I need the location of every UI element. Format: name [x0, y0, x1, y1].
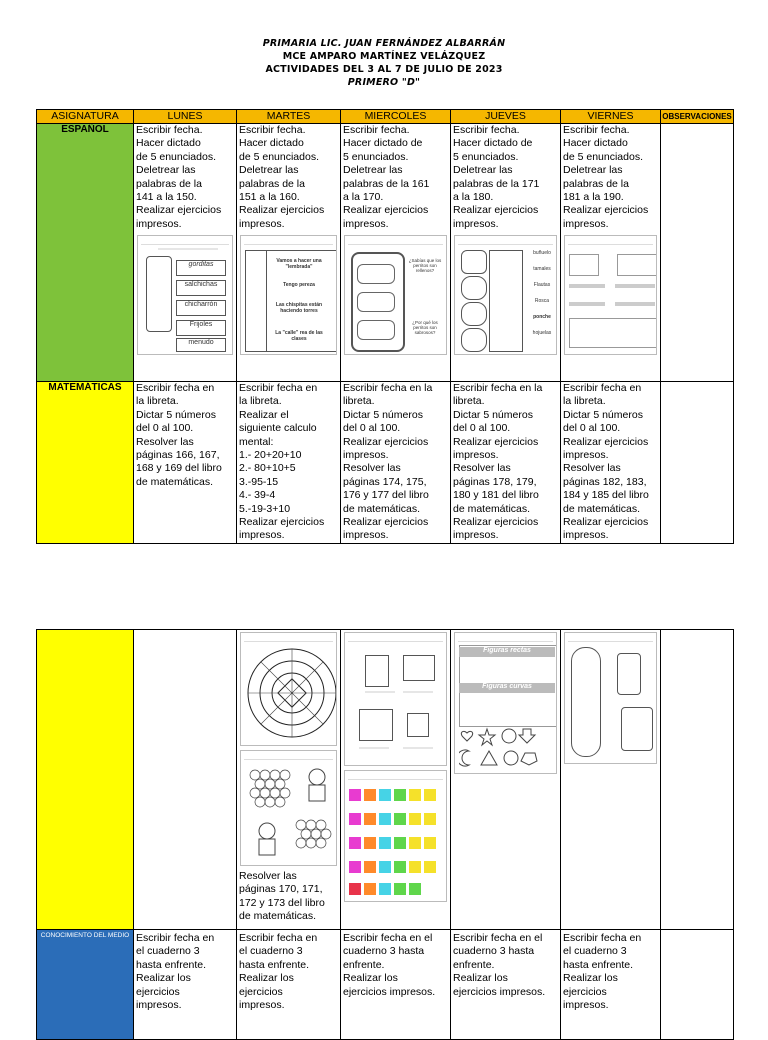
col-lunes: LUNES: [134, 110, 237, 124]
cono-martes-text: Escribir fecha en el cuaderno 3 hasta enfrente. Realizar los ejercicios impresos.: [239, 932, 318, 1012]
worksheet-thumbnail: Vamos a hacer una "lembrada" Tengo pereza Las chispitas están haciendo torres La "calle" rea de las clases: [240, 235, 337, 355]
espanol-martes: [237, 124, 341, 382]
mate2-lunes: [134, 630, 237, 930]
shapes-row: [459, 727, 555, 767]
hexagon-grid: [291, 815, 335, 859]
col-martes: MARTES: [237, 110, 341, 124]
espanol-lunes: [134, 124, 237, 382]
mate-miercoles: [341, 382, 451, 544]
mate2-miercoles: [341, 630, 451, 930]
subject-matematicas-continued: [37, 630, 134, 930]
cono-miercoles: [341, 930, 451, 1040]
espanol-miercoles-text: Escribir fecha. Hacer dictado de 5 enunciados. Deletrear las palabras de la 161 a la 170. Realizar ejercicios impresos.: [343, 124, 430, 230]
row-matematicas-continued: [37, 630, 734, 930]
worksheet-thumbnail: buñuelo tamales Flautas Rosca ponche hojuelas: [454, 235, 557, 355]
mate-viernes: [561, 382, 661, 544]
espanol-miercoles: [341, 124, 451, 382]
mate-martes-text: Escribir fecha en la libreta. Realizar el siguiente calculo mental: 1.- 20+20+10 2.- 80+10+5 3.-95-15 4.- 39-4 5.-19-3+10 Realizar ejercicios impresos.: [239, 382, 325, 542]
row-espanol: [37, 124, 734, 382]
cono-jueves-text: Escribir fecha en el cuaderno 3 hasta enfrente. Realizar los ejercicios impresos.: [453, 932, 546, 998]
child-drawing: [247, 819, 287, 859]
hexagon-grid: [245, 765, 295, 815]
espanol-jueves-text: Escribir fecha. Hacer dictado de 5 enunciados. Deletrear las palabras de la 171 a la 180. Realizar ejercicios impresos.: [453, 124, 540, 230]
mate-miercoles-text: Escribir fecha en la libreta. Dictar 5 números del 0 al 100. Realizar ejercicios impresos. Resolver las páginas 174, 175, 176 y 177 del libro de matemáticas. Realizar ejercicios impresos.: [343, 382, 433, 542]
school-name: PRIMARIA LIC. JUAN FERNÁNDEZ ALBARRÁN: [262, 38, 506, 49]
col-viernes: VIERNES: [561, 110, 661, 124]
cono-viernes-text: Escribir fecha en el cuaderno 3 hasta enfrente. Realizar los ejercicios impresos.: [563, 932, 642, 1012]
grade-group: PRIMERO "D": [347, 77, 421, 88]
row-conocimiento: [37, 930, 734, 1040]
worksheet-thumbnail: ¿Sabías que los perritos son rellenos? ¿Por qué los perritos son sabrosos?: [344, 235, 447, 355]
cono-lunes: [134, 930, 237, 1040]
subject-espanol: ESPAÑOL: [37, 124, 134, 382]
mate2-viernes: [561, 630, 661, 930]
worksheet-thumbnail: [344, 632, 447, 766]
cono-miercoles-text: Escribir fecha en el cuaderno 3 hasta enfrente. Realizar los ejercicios impresos.: [343, 932, 436, 998]
schedule-table-bottom: [36, 629, 734, 1040]
subject-matematicas: MATEMÁTICAS: [37, 382, 134, 544]
espanol-viernes-text: Escribir fecha. Hacer dictado de 5 enunciados. Deletrear las palabras de la 181 a la 190. Realizar ejercicios impresos.: [563, 124, 649, 230]
col-asignatura: ASIGNATURA: [37, 110, 134, 124]
worksheet-thumbnail: gorditas salchichas chicharrón Frijoles menudo: [137, 235, 233, 355]
mate2-jueves: [451, 630, 561, 930]
mate-lunes-text: Escribir fecha en la libreta. Dictar 5 números del 0 al 100. Resolver las páginas 166, 167, 168 y 169 del libro de matemáticas.: [136, 382, 222, 488]
cono-viernes: [561, 930, 661, 1040]
mate-lunes: [134, 382, 237, 544]
espanol-lunes-text: Escribir fecha. Hacer dictado de 5 enunciados. Deletrear las palabras de la 141 a la 150. Realizar ejercicios impresos.: [136, 124, 222, 230]
espanol-observaciones: [661, 124, 734, 382]
mate-observaciones: [661, 382, 734, 544]
cono-lunes-text: Escribir fecha en el cuaderno 3 hasta enfrente. Realizar los ejercicios impresos.: [136, 932, 215, 1012]
espanol-jueves: [451, 124, 561, 382]
mandala-figure: [244, 645, 337, 741]
cono-martes: [237, 930, 341, 1040]
worksheet-thumbnail: [240, 750, 337, 866]
worksheet-thumbnail: [240, 632, 337, 746]
child-drawing: [297, 765, 337, 805]
mate2-martes-text: Resolver las páginas 170, 171, 172 y 173 del libro de matemáticas.: [239, 870, 325, 923]
col-jueves: JUEVES: [451, 110, 561, 124]
espanol-martes-text: Escribir fecha. Hacer dictado de 5 enunciados. Deletrear las palabras de la 151 a la 160. Realizar ejercicios impresos.: [239, 124, 325, 230]
activities-dates: ACTIVIDADES DEL 3 AL 7 DE JULIO DE 2023: [265, 64, 503, 75]
worksheet-thumbnail: Figuras rectas Figuras curvas: [454, 632, 557, 774]
mate-viernes-text: Escribir fecha en la libreta. Dictar 5 números del 0 al 100. Realizar ejercicios impresos. Resolver las páginas 182, 183, 184 y 185 del libro de matemáticas. Realizar ejercicios impresos.: [563, 382, 649, 542]
row-matematicas: [37, 382, 734, 544]
teacher-name: MCE AMPARO MARTÍNEZ VELÁZQUEZ: [282, 51, 486, 62]
cono-jueves: [451, 930, 561, 1040]
worksheet-thumbnail: [564, 632, 657, 764]
cono-observaciones: [661, 930, 734, 1040]
mate-jueves: [451, 382, 561, 544]
worksheet-thumbnail: [344, 770, 447, 902]
schedule-table-top: [36, 109, 734, 544]
mate2-martes: [237, 630, 341, 930]
subject-conocimiento: CONOCIMIENTO DEL MEDIO: [37, 930, 134, 1040]
mate-jueves-text: Escribir fecha en la libreta. Dictar 5 números del 0 al 100. Realizar ejercicios impresos. Resolver las páginas 178, 179, 180 y 181 del libro de matemáticas. Realizar ejercicios impresos.: [453, 382, 543, 542]
col-miercoles: MIERCOLES: [341, 110, 451, 124]
col-observaciones: OBSERVACIONES: [661, 110, 734, 124]
worksheet-thumbnail: [564, 235, 657, 355]
mate2-observaciones: [661, 630, 734, 930]
mate-martes: [237, 382, 341, 544]
espanol-viernes: [561, 124, 661, 382]
